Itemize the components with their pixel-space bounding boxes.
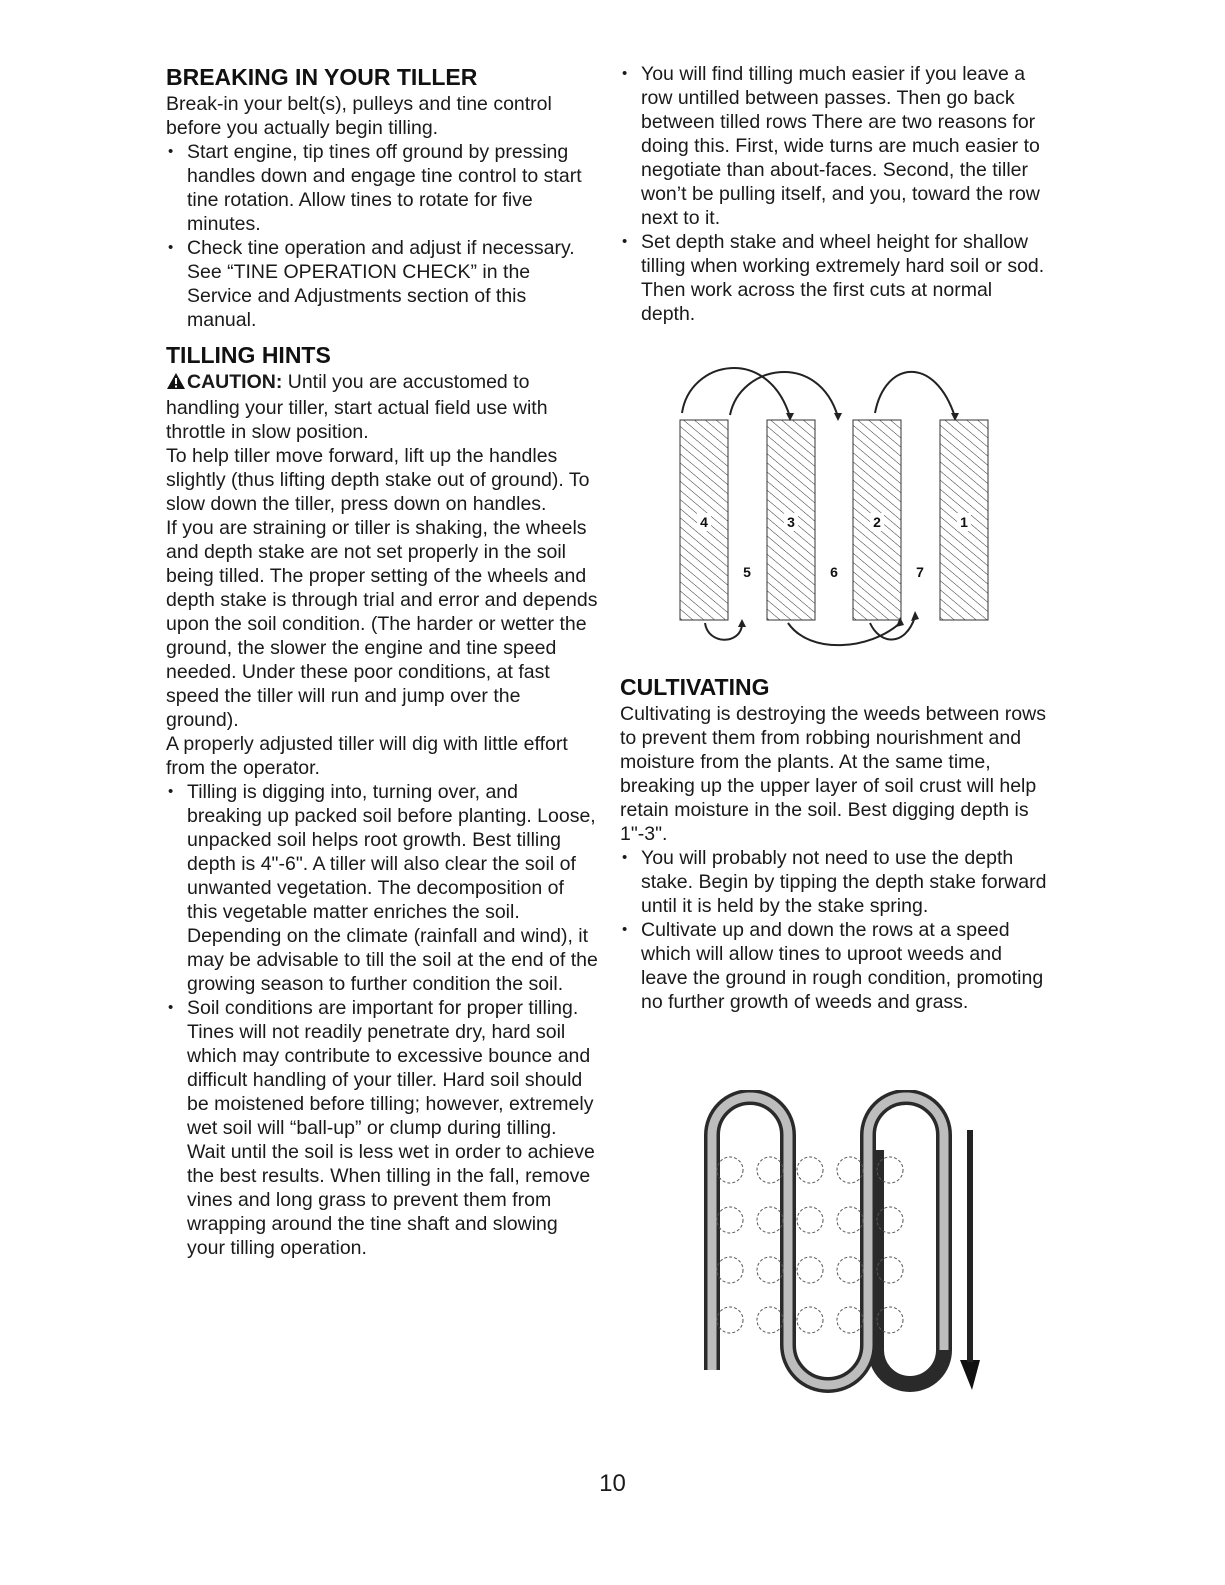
breaking-in-list [166, 140, 598, 332]
path-arc [730, 372, 838, 417]
list-item: • Tilling is digging into, turning over, and breaking up packed soil before planting. Loose, unpacked soil helps root growth. Best tilling depth is 4"-6". A tiller will also clear the soil of unwanted vegetation. The decomposition of this vegetable matter enriches the soil. Depending on the climate (rainfall and wind), it may be advisable to till the soil at the end of the growing season to further condition the soil. [187, 780, 598, 996]
breaking-in-intro: Break-in your belt(s), pulleys and tine control before you actually begin tilling. [166, 93, 552, 139]
gap-label: 6 [830, 564, 838, 580]
list-item: • Set depth stake and wheel height for shallow tilling when working extremely hard soil or sod. Then work across the first cuts at normal depth. [641, 230, 1050, 326]
cultivating-heading: CULTIVATING [620, 674, 770, 700]
arrow-head [738, 619, 746, 627]
list-item: • Start engine, tip tines off ground by pressing handles down and engage tine control to start tine rotation. Allow tines to rotate for five minutes. [187, 140, 598, 236]
path-arc [788, 623, 900, 645]
plant [837, 1257, 863, 1283]
cultivating-pattern-diagram [690, 1090, 1000, 1410]
plant [757, 1307, 783, 1333]
forward-paragraph: To help tiller move forward, lift up the handles slightly (thus lifting depth stake out of ground). To slow down the tiller, press down on handles. [166, 445, 590, 515]
direction-arrow-head [960, 1360, 980, 1390]
plant [837, 1307, 863, 1333]
path-arc [705, 623, 742, 640]
plant [757, 1257, 783, 1283]
tilling-hints-list [166, 780, 598, 1260]
caution-text: Until you are accustomed to handling your tiller, start actual field use with throttle in slow position. [166, 371, 548, 443]
right-column [620, 62, 1050, 326]
row-label: 2 [873, 514, 881, 530]
plant [757, 1157, 783, 1183]
plant [757, 1207, 783, 1233]
row-label: 1 [960, 514, 968, 530]
straining-paragraph: If you are straining or tiller is shaking, the wheels and depth stake are not set properly in the soil being tilled. The proper setting of the wheels and depth stake is through trial and error and depends upon the soil condition. (The harder or wetter the ground, the slower the engine and tine speed needed. Under these poor conditions, at fast speed the tiller will run and jump over the ground). [166, 517, 598, 731]
left-column [166, 62, 598, 1260]
row-label: 3 [787, 514, 795, 530]
arrow-head [911, 611, 919, 621]
breaking-in-heading: BREAKING IN YOUR TILLER [166, 64, 478, 90]
list-item: • Soil conditions are important for proper tilling. Tines will not readily penetrate dry, hard soil which may contribute to excessive bounce and difficult handling of your tiller. Hard soil should be moistened before tilling; however, extremely wet soil will “ball-up” or clump during tilling. Wait until the soil is less wet in order to achieve the best results. When tilling in the fall, remove vines and long grass to prevent them from wrapping around the tine shaft and slowing your tilling operation. [187, 996, 598, 1260]
page-number: 10 [599, 1470, 626, 1497]
cultivating-list [620, 846, 1050, 1014]
warning-triangle-icon [166, 372, 186, 396]
plant [797, 1257, 823, 1283]
list-item: • You will find tilling much easier if you leave a row untilled between passes. Then go back between tilled rows There are two reasons for doing this. First, wide turns are much easier to negotiate than about-faces. Second, the tiller won’t be pulling itself, and you, toward the row next to it. [641, 62, 1050, 230]
tilled-rows [680, 420, 988, 620]
tilling-hints-heading: TILLING HINTS [166, 342, 331, 368]
plant [837, 1207, 863, 1233]
serpentine-path [712, 1097, 944, 1385]
plant [797, 1157, 823, 1183]
path-arc [682, 368, 790, 417]
tilling-pattern-diagram [660, 355, 1000, 655]
tilling-hints-list-continued [620, 62, 1050, 326]
list-item: • Cultivate up and down the rows at a speed which will allow tines to uproot weeds and leave the ground in rough condition, promoting no further growth of weeds and grass. [641, 918, 1050, 1014]
gap-label: 5 [743, 564, 751, 580]
cultivating-section [620, 672, 1050, 1014]
arrow-head [834, 413, 842, 421]
gap-label: 7 [916, 564, 924, 580]
plant [717, 1157, 743, 1183]
plant [717, 1257, 743, 1283]
plant [797, 1207, 823, 1233]
caution-paragraph [166, 370, 598, 444]
plant [797, 1307, 823, 1333]
plant [837, 1157, 863, 1183]
plant [717, 1307, 743, 1333]
cultivating-intro: Cultivating is destroying the weeds between rows to prevent them from robbing nourishment and moisture from the plants. At the same time, breaking up the upper layer of soil crust will help retain moisture in the soil. Best digging depth is 1"-3". [620, 703, 1046, 845]
list-item: • You will probably not need to use the depth stake. Begin by tipping the depth stake forward until it is held by the stake spring. [641, 846, 1050, 918]
caution-label: CAUTION: [187, 371, 283, 393]
path-arc [875, 372, 955, 417]
row-label: 4 [700, 514, 708, 530]
plant [717, 1207, 743, 1233]
adjusted-paragraph: A properly adjusted tiller will dig with little effort from the operator. [166, 733, 568, 779]
list-item: • Check tine operation and adjust if necessary. See “TINE OPERATION CHECK” in the Service and Adjustments section of this manual. [187, 236, 598, 332]
